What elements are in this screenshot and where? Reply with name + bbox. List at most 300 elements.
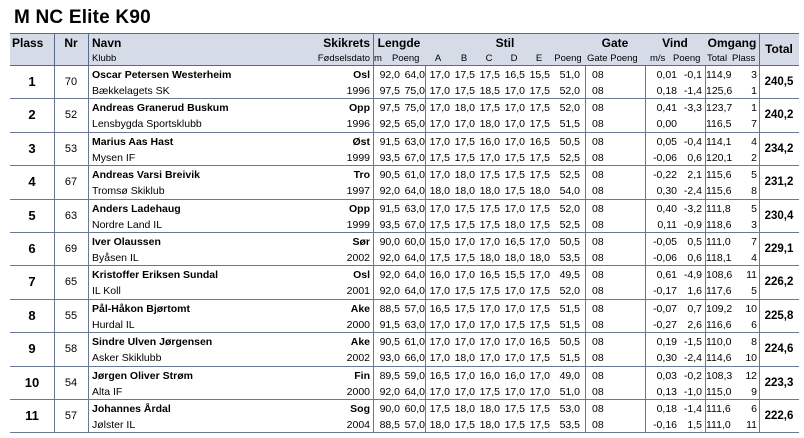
round2-stil-e: 18,0 [529, 185, 550, 198]
header-lengde: Lengde [377, 36, 421, 50]
header-omgang-total: Total [707, 53, 728, 64]
round1-vind-ms: 0,05 [656, 135, 677, 148]
round2-lengde-poeng: 63,0 [404, 318, 425, 331]
round1-stil-c: 17,0 [479, 302, 500, 315]
round1-vind-ms: 0,03 [656, 369, 677, 382]
round1-stil-d: 17,0 [504, 135, 525, 148]
club-name: Bækkelagets SK [92, 85, 170, 97]
round1-lengde-m: 91,5 [379, 202, 400, 215]
round2-gate: 08 [592, 385, 604, 398]
round2-stil-c: 18,0 [479, 251, 500, 264]
athlete-name: Jørgen Oliver Strøm [92, 369, 193, 382]
round2-stil-e: 17,5 [529, 151, 550, 164]
round1-stil-d: 16,0 [504, 369, 525, 382]
round2-gate: 08 [592, 318, 604, 331]
round1-omgang-total: 111,6 [706, 402, 731, 415]
round1-gate: 08 [592, 202, 604, 215]
round1-omgang-plass: 11 [746, 269, 757, 282]
club-name: Nordre Land IL [92, 218, 163, 231]
round1-gate: 08 [592, 302, 604, 315]
plass: 7 [28, 274, 36, 290]
round1-lengde-m: 90,5 [379, 169, 400, 182]
round1-stil-poeng: 52,0 [559, 102, 580, 115]
round2-gate: 08 [592, 352, 604, 365]
total-score: 223,3 [764, 376, 794, 389]
round1-lengde-poeng: 61,0 [404, 336, 425, 349]
header-plass: Plass [12, 36, 44, 50]
total-score: 234,2 [764, 142, 794, 155]
round2-gate: 08 [592, 251, 604, 264]
round2-omgang-total: 120,1 [706, 151, 733, 164]
round1-stil-b: 17,5 [454, 135, 475, 148]
round1-stil-a: 16,0 [429, 269, 450, 282]
round2-omgang-plass: 9 [751, 385, 757, 398]
round2-stil-b: 17,5 [454, 418, 475, 431]
round1-stil-a: 15,0 [429, 235, 450, 248]
round1-vind-ms: 0,61 [656, 269, 677, 282]
plass: 11 [25, 407, 39, 423]
round2-stil-a: 17,0 [429, 85, 450, 97]
round1-stil-d: 17,5 [504, 169, 525, 182]
start-nr: 52 [64, 109, 78, 122]
round1-stil-poeng: 50,5 [559, 336, 580, 349]
birth-year: 1999 [346, 151, 370, 164]
round2-omgang-plass: 8 [751, 185, 757, 198]
round2-gate: 08 [592, 118, 604, 131]
athlete-name: Kristoffer Eriksen Sundal [92, 269, 219, 282]
header-vind-poeng: Poeng [673, 53, 701, 64]
round1-stil-e: 17,5 [529, 402, 550, 415]
start-nr: 70 [64, 76, 78, 88]
athlete-name: Andreas Granerud Buskum [92, 102, 229, 115]
round1-lengde-poeng: 64,0 [404, 69, 425, 81]
round1-stil-a: 17,0 [429, 169, 450, 182]
round2-stil-b: 18,0 [454, 185, 475, 198]
total-score: 240,2 [764, 109, 794, 122]
club-name: Jølster IL [92, 418, 136, 431]
birth-year: 1996 [346, 118, 370, 131]
round2-stil-b: 17,0 [454, 118, 475, 131]
round1-gate: 08 [592, 69, 604, 81]
plass: 4 [28, 174, 36, 190]
round2-stil-b: 17,5 [454, 218, 475, 231]
table-row [10, 99, 799, 132]
birth-year: 2004 [346, 418, 370, 431]
skikrets: Sog [350, 402, 370, 415]
plass: 2 [28, 107, 36, 123]
round2-omgang-plass: 1 [751, 85, 757, 97]
round2-vind-ms: -0,06 [653, 251, 677, 264]
round1-stil-e: 15,5 [529, 69, 550, 81]
header-stil-d: D [510, 53, 518, 64]
club-name: Asker Skiklubb [92, 352, 162, 365]
start-nr: 57 [64, 409, 78, 422]
round1-stil-b: 17,0 [454, 269, 475, 282]
round2-stil-poeng: 52,5 [559, 218, 580, 231]
header-gate: Gate [601, 36, 629, 50]
round1-vind-ms: 0,41 [656, 102, 677, 115]
round2-lengde-m: 93,5 [379, 151, 400, 164]
round1-gate: 08 [592, 269, 604, 282]
round1-stil-b: 18,0 [454, 102, 475, 115]
round2-stil-e: 17,5 [529, 118, 550, 131]
round1-vind-poeng: -1,4 [683, 402, 702, 415]
round2-stil-a: 17,0 [429, 385, 450, 398]
birth-year: 1997 [346, 185, 370, 198]
round1-stil-poeng: 51,5 [559, 302, 580, 315]
round1-stil-d: 17,0 [504, 336, 525, 349]
round1-stil-poeng: 49,0 [559, 369, 580, 382]
round2-lengde-m: 93,5 [379, 218, 400, 231]
round2-stil-d: 17,5 [504, 318, 525, 331]
round2-stil-d: 17,0 [504, 85, 525, 97]
round2-lengde-poeng: 65,0 [404, 118, 425, 131]
round2-stil-a: 17,0 [429, 318, 450, 331]
skikrets: Øst [352, 135, 370, 148]
round1-lengde-m: 91,5 [379, 135, 400, 148]
round2-stil-a: 18,0 [429, 418, 450, 431]
round1-stil-poeng: 51,0 [559, 69, 580, 81]
round1-stil-d: 17,5 [504, 402, 525, 415]
club-name: Tromsø Skiklub [92, 185, 165, 198]
round1-stil-b: 18,0 [454, 169, 475, 182]
round2-vind-poeng: 0,6 [687, 151, 702, 164]
round2-lengde-m: 88,5 [379, 418, 400, 431]
round1-lengde-poeng: 63,0 [404, 135, 425, 148]
header-lengde-m: m [374, 53, 382, 64]
round1-stil-a: 17,0 [429, 336, 450, 349]
total-score: 225,8 [764, 309, 794, 322]
table-row [10, 400, 799, 433]
round1-stil-d: 17,0 [504, 302, 525, 315]
skikrets: Opp [349, 202, 370, 215]
round1-vind-poeng: -4,9 [683, 269, 702, 282]
header-omgang-plass: Plass [732, 53, 756, 64]
round2-omgang-total: 116,6 [706, 318, 732, 331]
round1-stil-a: 17,0 [429, 69, 450, 81]
round1-lengde-poeng: 59,0 [404, 369, 425, 382]
header-nr: Nr [64, 36, 78, 50]
round2-lengde-m: 97,5 [379, 85, 400, 97]
round2-stil-d: 17,0 [504, 285, 525, 298]
round2-vind-poeng: -2,4 [683, 185, 702, 198]
round1-omgang-plass: 12 [745, 369, 757, 382]
round2-gate: 08 [592, 151, 604, 164]
round2-vind-ms: -0,06 [653, 151, 677, 164]
total-score: 224,6 [764, 343, 794, 356]
round2-vind-ms: 0,11 [657, 218, 677, 231]
round2-vind-poeng: -1,0 [683, 385, 702, 398]
round1-vind-ms: -0,22 [653, 169, 677, 182]
start-nr: 53 [64, 142, 78, 155]
round2-omgang-plass: 5 [751, 285, 757, 298]
round2-stil-a: 17,0 [429, 285, 450, 298]
round1-omgang-plass: 10 [745, 302, 757, 315]
round1-gate: 08 [592, 102, 604, 115]
round1-gate: 08 [592, 336, 604, 349]
round1-stil-c: 16,0 [479, 369, 500, 382]
round1-gate: 08 [592, 235, 604, 248]
round1-vind-poeng: 2,1 [687, 169, 702, 182]
round2-stil-c: 17,5 [479, 285, 500, 298]
club-name: Alta IF [92, 385, 123, 398]
round2-stil-poeng: 53,5 [559, 251, 580, 264]
round1-omgang-plass: 3 [751, 69, 757, 81]
round1-stil-c: 17,5 [479, 69, 500, 81]
table-row [10, 266, 799, 299]
birth-year: 2000 [346, 385, 370, 398]
round1-stil-e: 17,5 [529, 202, 550, 215]
round1-omgang-plass: 4 [751, 135, 757, 148]
round2-lengde-m: 91,5 [379, 318, 400, 331]
round2-vind-poeng: 1,6 [687, 285, 702, 298]
round2-stil-poeng: 52,0 [559, 85, 580, 97]
round2-lengde-poeng: 66,0 [404, 352, 425, 365]
round2-vind-poeng: 0,6 [687, 251, 702, 264]
round2-stil-e: 17,0 [529, 385, 550, 398]
round2-stil-poeng: 52,5 [559, 151, 580, 164]
birth-year: 2002 [346, 251, 370, 264]
plass: 5 [28, 207, 36, 223]
club-name: Hurdal IL [92, 318, 135, 331]
header-gate-sub: Gate Poeng [587, 53, 638, 64]
header-stil-c: C [485, 53, 493, 64]
round2-lengde-poeng: 67,0 [404, 151, 425, 164]
round1-vind-poeng: 0,7 [687, 302, 702, 315]
round2-lengde-poeng: 57,0 [404, 418, 425, 431]
round2-omgang-plass: 11 [746, 418, 757, 431]
round1-stil-a: 16,5 [429, 369, 450, 382]
round2-stil-c: 18,0 [479, 185, 500, 198]
round1-stil-e: 17,5 [529, 169, 550, 182]
round1-stil-a: 17,0 [429, 102, 450, 115]
round1-lengde-poeng: 75,0 [404, 102, 425, 115]
round1-vind-poeng: -3,3 [683, 102, 702, 115]
round1-omgang-total: 108,6 [706, 269, 733, 282]
round2-omgang-total: 118,6 [706, 218, 732, 231]
round2-lengde-poeng: 64,0 [404, 385, 425, 398]
round2-lengde-poeng: 64,0 [404, 251, 425, 264]
plass: 9 [28, 341, 36, 357]
round2-stil-b: 17,0 [454, 318, 475, 331]
round2-vind-poeng: -2,4 [683, 352, 702, 365]
round1-stil-c: 17,5 [479, 102, 500, 115]
round2-stil-e: 17,5 [529, 85, 550, 97]
header-skikrets: Skikrets [323, 36, 370, 50]
header-stil-b: B [460, 53, 468, 64]
round2-vind-ms: 0,18 [656, 85, 677, 97]
round2-lengde-m: 92,0 [379, 285, 400, 298]
round1-stil-a: 17,0 [429, 202, 450, 215]
round1-stil-e: 17,5 [529, 302, 550, 315]
round1-lengde-poeng: 64,0 [404, 269, 425, 282]
plass: 3 [28, 140, 36, 156]
start-nr: 55 [64, 309, 78, 322]
round1-stil-c: 16,5 [479, 269, 500, 282]
round2-stil-b: 18,0 [454, 352, 475, 365]
table-body [10, 66, 799, 433]
athlete-name: Marius Aas Hast [92, 135, 174, 148]
round2-stil-e: 17,5 [529, 218, 550, 231]
birth-year: 2002 [346, 352, 370, 365]
table-row [10, 133, 799, 166]
round1-omgang-total: 111,8 [706, 202, 731, 215]
round1-stil-c: 17,5 [479, 202, 500, 215]
round2-stil-b: 17,5 [454, 151, 475, 164]
round1-vind-poeng: -0,2 [683, 369, 702, 382]
start-nr: 67 [64, 176, 78, 189]
header-stil-a: A [434, 53, 442, 64]
round1-stil-e: 17,0 [529, 269, 550, 282]
round2-vind-poeng: 2,6 [687, 318, 702, 331]
round1-vind-poeng: 0,5 [687, 235, 702, 248]
round2-stil-d: 17,5 [504, 151, 525, 164]
round1-lengde-m: 90,0 [379, 235, 400, 248]
round1-lengde-m: 90,0 [379, 402, 400, 415]
header-klubb: Klubb [92, 53, 117, 64]
header-fodselsdato: Fødselsdato [317, 53, 370, 64]
round1-lengde-m: 88,5 [379, 302, 400, 315]
round1-omgang-plass: 5 [751, 202, 757, 215]
round1-stil-d: 15,5 [504, 269, 525, 282]
round1-stil-poeng: 52,5 [559, 169, 580, 182]
round1-stil-d: 16,5 [504, 235, 525, 248]
round1-vind-ms: -0,07 [653, 302, 677, 315]
round2-omgang-plass: 2 [751, 151, 757, 164]
round1-stil-e: 17,0 [529, 369, 550, 382]
table-row [10, 200, 799, 233]
round2-vind-ms: -0,17 [653, 285, 677, 298]
round2-lengde-poeng: 75,0 [404, 85, 425, 97]
round2-stil-poeng: 51,5 [559, 352, 580, 365]
club-name: Byåsen IL [92, 251, 139, 264]
round2-stil-a: 17,5 [429, 251, 450, 264]
round2-stil-c: 17,0 [479, 318, 500, 331]
round2-stil-a: 18,0 [429, 185, 450, 198]
results-table [10, 33, 799, 433]
round2-stil-d: 17,0 [504, 118, 525, 131]
round1-lengde-m: 92,0 [379, 269, 400, 282]
round1-stil-e: 17,0 [529, 235, 550, 248]
header-total: Total [765, 42, 793, 56]
round2-stil-c: 18,0 [479, 118, 500, 131]
round2-vind-poeng: 1,5 [687, 418, 702, 431]
round1-gate: 08 [592, 169, 604, 182]
round1-stil-poeng: 49,5 [559, 269, 580, 282]
round1-vind-poeng: -0,1 [683, 69, 702, 81]
total-score: 240,5 [764, 76, 794, 88]
round2-stil-a: 17,5 [429, 151, 450, 164]
round1-omgang-plass: 5 [751, 169, 757, 182]
round2-lengde-m: 93,0 [379, 352, 400, 365]
header-lengde-poeng: Poeng [392, 53, 420, 64]
round2-stil-e: 18,0 [529, 251, 550, 264]
round1-stil-poeng: 50,5 [559, 235, 580, 248]
round2-stil-e: 17,5 [529, 418, 550, 431]
round1-stil-b: 17,0 [454, 336, 475, 349]
round2-gate: 08 [592, 185, 604, 198]
birth-year: 2001 [346, 285, 370, 298]
round2-vind-ms: 0,30 [656, 352, 677, 365]
round1-stil-d: 17,0 [504, 102, 525, 115]
athlete-name: Johannes Årdal [92, 402, 171, 415]
round1-vind-ms: 0,40 [656, 202, 677, 215]
round2-vind-ms: 0,30 [656, 185, 677, 198]
round2-lengde-m: 92,0 [379, 385, 400, 398]
round2-stil-poeng: 52,0 [559, 285, 580, 298]
page-title: M NC Elite K90 [14, 7, 151, 28]
table-row [10, 333, 799, 366]
total-score: 222,6 [764, 409, 794, 422]
round2-omgang-plass: 10 [745, 352, 757, 365]
start-nr: 54 [64, 376, 78, 389]
round2-omgang-total: 117,6 [706, 285, 732, 298]
round1-vind-ms: 0,01 [656, 69, 677, 81]
round1-omgang-total: 114,9 [706, 69, 732, 81]
round2-stil-d: 17,0 [504, 385, 525, 398]
start-nr: 65 [64, 276, 78, 289]
round1-gate: 08 [592, 135, 604, 148]
plass: 1 [28, 74, 36, 89]
round2-stil-d: 17,5 [504, 185, 525, 198]
round1-stil-c: 17,0 [479, 336, 500, 349]
round1-lengde-poeng: 61,0 [404, 169, 425, 182]
round1-gate: 08 [592, 369, 604, 382]
round1-lengde-poeng: 57,0 [404, 302, 425, 315]
round2-lengde-poeng: 67,0 [404, 218, 425, 231]
round1-omgang-total: 110,0 [706, 336, 732, 349]
club-name: IL Koll [92, 285, 121, 298]
round1-vind-ms: 0,19 [656, 336, 677, 349]
round2-stil-poeng: 51,5 [559, 118, 580, 131]
round2-vind-ms: -0,16 [653, 418, 677, 431]
round2-stil-c: 18,0 [479, 418, 500, 431]
skikrets: Tro [353, 169, 370, 182]
round1-omgang-plass: 7 [751, 235, 757, 248]
round2-lengde-m: 92,0 [379, 185, 400, 198]
round2-stil-b: 17,0 [454, 385, 475, 398]
round2-gate: 08 [592, 85, 604, 97]
round1-stil-poeng: 52,0 [559, 202, 580, 215]
round2-omgang-total: 118,1 [706, 251, 732, 264]
round1-stil-d: 17,0 [504, 202, 525, 215]
round1-lengde-m: 97,5 [379, 102, 400, 115]
start-nr: 63 [64, 209, 78, 222]
round2-stil-e: 17,5 [529, 352, 550, 365]
table-row [10, 166, 799, 199]
total-score: 230,4 [764, 209, 794, 222]
round2-lengde-poeng: 64,0 [404, 185, 425, 198]
round1-stil-poeng: 53,0 [559, 402, 580, 415]
round2-omgang-total: 111,0 [706, 418, 731, 431]
round2-stil-e: 17,5 [529, 285, 550, 298]
round1-vind-poeng: -3,2 [683, 202, 702, 215]
round1-stil-c: 16,0 [479, 135, 500, 148]
round2-gate: 08 [592, 418, 604, 431]
table-row [10, 300, 799, 333]
round2-omgang-total: 125,6 [706, 85, 733, 97]
round2-stil-d: 17,0 [504, 352, 525, 365]
round2-omgang-plass: 7 [751, 118, 757, 131]
round2-vind-poeng: -0,9 [683, 218, 702, 231]
round1-stil-b: 18,0 [454, 402, 475, 415]
round1-omgang-total: 123,7 [706, 102, 733, 115]
round2-stil-a: 17,5 [429, 218, 450, 231]
round1-lengde-m: 92,0 [379, 69, 400, 81]
club-name: Mysen IF [92, 151, 136, 164]
round1-stil-e: 17,5 [529, 102, 550, 115]
round1-stil-b: 17,5 [454, 202, 475, 215]
